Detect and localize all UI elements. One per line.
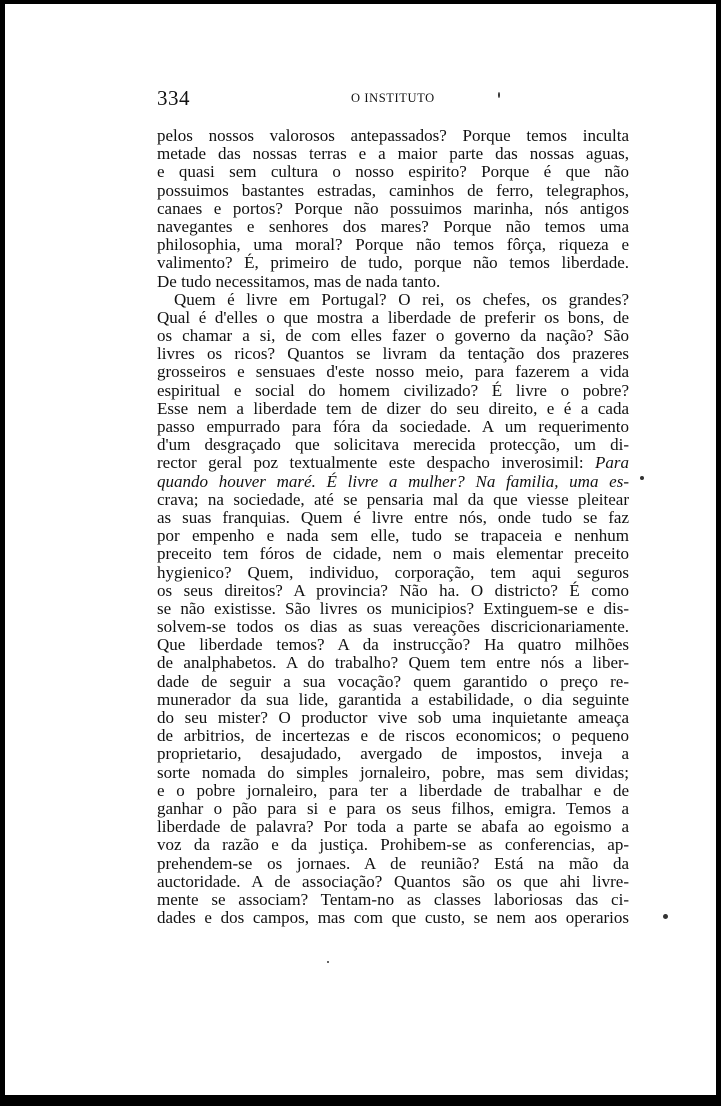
text-line: grosseiros e sensuaes d'este nosso meio, para fazerem a vida [157,362,629,382]
text-line: se não existisse. São livres os municipios? Extinguem-se e dis- [157,598,629,618]
italic-continuation: quando houver maré. É livre a mulher? Na familia, uma es- [157,471,629,491]
text-line: sorte nomada do simples jornaleiro, pobre, mas sem dividas; [157,762,629,782]
text-line: e quasi sem cultura o nosso espirito? Porque é que não [157,162,629,182]
text-line: prehendem-se os jornaes. A de reunião? Está na mão da [157,853,629,873]
text-line: livres os ricos? Quantos se livram da tentação dos prazeres [157,344,629,364]
text-line: liberdade de palavra? Por toda a parte se abafa ao egoismo a [157,817,629,837]
text-line: dades e dos campos, mas com que custo, se nem aos operarios [157,908,629,928]
text-line: de analphabetos. A do trabalho? Quem tem entre nós a liber- [157,653,629,673]
text-line: Esse nem a liberdade tem de dizer do seu direito, e é a cada [157,398,629,418]
text-line: d'um desgraçado que solicitava merecida protecção, um di- [157,435,629,455]
text-line-with-italic [157,454,629,472]
text-line [157,473,629,491]
text-line: voz da razão e da justiça. Prohibem-se as conferencias, ap- [157,835,629,855]
italic-phrase: Para [595,453,630,473]
text-line: crava; na sociedade, até se pensaria mal da que viesse pleitear [157,489,629,509]
text-line: Quem é livre em Portugal? O rei, os chefes, os grandes? [174,289,629,309]
text-line: navegantes e senhores dos mares? Porque não temos uma [157,216,629,236]
running-head: O INSTITUTO [351,91,435,105]
text-line: auctoridade. A de associação? Quantos são os que ahi livre- [157,871,629,891]
body-text [157,127,629,927]
text-line: De tudo necessitamos, mas de nada tanto. [157,271,441,291]
text-line: as suas franquias. Quem é livre entre nós, onde tudo se faz [157,507,629,527]
text-segment: rector geral poz textualmente este despacho inverosimil: [157,453,584,473]
text-line: do seu mister? O productor vive sob uma inquietante ameaça [157,708,629,727]
text-line: ganhar o pão para si e para os seus filhos, emigra. Temos a [157,798,629,818]
text-line: solvem-se todos os dias as suas vereações discricionariamente. [157,617,629,637]
text-line: munerador da sua lide, garantida a estabilidade, o dia seguinte [157,689,629,709]
text-line: Que liberdade temos? A da instrucção? Ha quatro milhões [157,635,629,655]
text-line: mente se associam? Tentam-no as classes laboriosas das ci- [157,889,629,909]
text-line: hygienico? Quem, individuo, corporação, tem aqui seguros [157,562,629,582]
text-line: philosophia, uma moral? Porque não temos fôrça, riqueza e [157,235,629,255]
text-line: possuimos bastantes estradas, caminhos de ferro, telegraphos, [157,180,629,200]
text-line: por empenho e nada sem elle, tudo se trapaceia e nenhum [157,526,629,546]
text-line: os seus direitos? A provincia? Não ha. O districto? É como [157,580,629,600]
text-line: e o pobre jornaleiro, para ter a liberdade de trabalhar e de [157,780,629,800]
scan-speck [498,92,500,98]
text-line: canaes e portos? Porque não possuimos marinha, nós antigos [157,198,629,218]
text-line: Qual é d'elles o que mostra a liberdade de preferir os bons, de [157,307,629,327]
text-line: metade das nossas terras e a maior parte das nossas aguas, [157,144,629,164]
page-header [157,86,629,114]
text-line: valimento? É, primeiro de tudo, porque não temos liberdade. [157,253,629,273]
text-line: de arbitrios, de incertezas e de riscos economicos; o pequeno [157,726,629,746]
text-line: preceito tem fóros de cidade, nem o mais elementar preceito [157,544,629,564]
text-line: os chamar a si, de com elles fazer o governo da nação? São [157,326,629,346]
scan-speck [640,476,644,480]
scan-speck [663,914,668,919]
text-line: passo empurrado para fóra da sociedade. A um requerimento [157,417,629,436]
text-line: espiritual e social do homem civilizado? É livre o pobre? [157,380,629,400]
page-number: 334 [157,86,190,110]
text-line: proprietario, desajudado, avergado de impostos, inveja a [157,744,629,764]
scan-speck [327,961,329,963]
text-line: dade de seguir a sua vocação? quem garantido o preço re- [157,671,629,691]
text-line: pelos nossos valorosos antepassados? Porque temos inculta [157,126,629,145]
